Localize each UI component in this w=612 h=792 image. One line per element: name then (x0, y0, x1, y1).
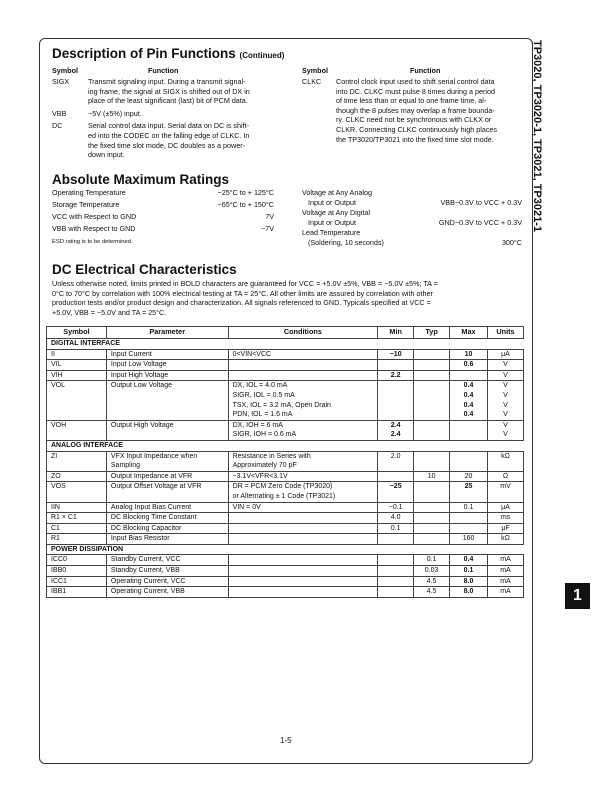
rating-value: −65°C to + 150°C (217, 200, 274, 209)
cell-symbol: VOS (47, 482, 107, 502)
cell-typ (414, 576, 450, 587)
cell-max (450, 482, 488, 502)
cell-max (450, 523, 488, 534)
cell-line: TSX, IOL = 3.2 mA, Open Drain (232, 401, 331, 409)
cell-line: 0.1 (463, 567, 474, 575)
cell-parameter (106, 482, 228, 502)
esd-note: ESD rating is to be determined. (52, 239, 133, 245)
rating-value: −25°C to + 125°C (217, 188, 274, 197)
cell-conditions (228, 370, 378, 381)
cell-line: Standby Current, VCC (110, 556, 181, 564)
rating-value: 7V (265, 212, 274, 221)
cell-line: DX, IOH = 6 mA (232, 421, 283, 429)
col-function-right: Function (410, 66, 441, 75)
cell-units (488, 381, 524, 420)
cell-line: 10 (464, 350, 473, 358)
rating-value: GND−0.3V to VCC + 0.3V (438, 218, 522, 227)
table-row (47, 534, 524, 545)
pin-description-line: the fixed time slot mode, DC doubles as a power- (88, 140, 246, 150)
cell-conditions (228, 587, 378, 598)
cell-parameter (106, 513, 228, 524)
table-body (47, 339, 524, 598)
col-symbol-right: Symbol (302, 66, 328, 75)
section-row (47, 440, 524, 451)
cell-units (488, 360, 524, 371)
rating-label: Input or Output (302, 218, 356, 227)
cell-line (382, 587, 409, 597)
section-tab: 1 (565, 583, 590, 609)
cell-typ (414, 381, 450, 420)
cell-line: 0.1 (390, 524, 401, 532)
pin-description-line: though the 8 pulses may overlap a frame bounda- (336, 105, 495, 115)
pin-description-line: into DC. CLKC must pulse 8 times during a period (336, 86, 495, 96)
cell-conditions (228, 482, 378, 502)
section-row (47, 339, 524, 350)
cell-parameter (106, 587, 228, 598)
cell-conditions (228, 360, 378, 371)
dc-heading: DC Electrical Characteristics (52, 262, 237, 277)
cell-line: 2.4 (390, 421, 401, 429)
cell-max (450, 420, 488, 440)
cell-min (378, 482, 414, 502)
rating-label: Input or Output (302, 198, 356, 207)
cell-line: μA (501, 503, 510, 511)
pin-description-line: Control clock input used to shift serial control data (336, 77, 495, 86)
section-title: POWER DISSIPATION (47, 544, 524, 555)
cell-parameter (106, 451, 228, 471)
cell-typ (414, 502, 450, 513)
cell-parameter (106, 534, 228, 545)
table-row (47, 349, 524, 360)
abs-max-heading: Absolute Maximum Ratings (52, 172, 230, 187)
cell-units (488, 349, 524, 360)
cell-min (378, 523, 414, 534)
cell-typ (414, 566, 450, 577)
cell-max (450, 513, 488, 524)
cell-line: −25 (389, 483, 402, 491)
cell-symbol: R1 (47, 534, 107, 545)
table-row (47, 576, 524, 587)
cell-units (488, 502, 524, 513)
cell-symbol: ICC1 (47, 576, 107, 587)
rating-value: VBB−0.3V to VCC + 0.3V (440, 198, 522, 207)
cell-line: kΩ (501, 535, 510, 543)
cell-line: 2.0 (390, 452, 401, 460)
column-header: Units (488, 327, 524, 339)
cell-line: 0<VIN<VCC (232, 350, 272, 358)
col-symbol-left: Symbol (52, 66, 78, 75)
cell-units (488, 451, 524, 471)
cell-line: Output Offset Voltage at VFR (110, 483, 202, 491)
pin-description-line: of time less than or equal to one frame time, al- (336, 96, 487, 106)
cell-conditions (228, 513, 378, 524)
cell-line: 10 (427, 472, 436, 480)
cell-parameter (106, 566, 228, 577)
cell-line: 0.4 (463, 556, 474, 564)
cell-conditions (228, 576, 378, 587)
cell-line: mA (500, 577, 511, 585)
cell-line: kΩ (501, 452, 510, 460)
cell-symbol: ZI (47, 451, 107, 471)
cell-units (488, 513, 524, 524)
col-function-left: Function (148, 66, 179, 75)
section-row (47, 544, 524, 555)
cell-line: or Alternating ± 1 Code (TP3021) (232, 492, 336, 500)
pin-symbol: SIGX (52, 77, 70, 86)
rating-label: VBB with Respect to GND (52, 224, 136, 233)
cell-max (450, 349, 488, 360)
cell-line: Analog Input Bias Current (110, 503, 192, 511)
cell-units (488, 534, 524, 545)
cell-line: Input High Voltage (110, 371, 169, 379)
cell-symbol: VOL (47, 381, 107, 420)
cell-symbol: ICC0 (47, 555, 107, 566)
cell-symbol: IBB0 (47, 566, 107, 577)
cell-line: 25 (464, 483, 473, 491)
table-row (47, 566, 524, 577)
table-row (47, 587, 524, 598)
pin-description-line: ed into the CODEC on the falling edge of CLKC. In (88, 131, 250, 140)
dc-characteristics-table (46, 326, 524, 598)
cell-typ (414, 370, 450, 381)
cell-conditions (228, 471, 378, 482)
cell-units (488, 370, 524, 381)
rating-value: −7V (261, 224, 274, 233)
cell-line: −10 (389, 350, 402, 358)
cell-line: 20 (464, 472, 473, 480)
cell-line: V (503, 431, 508, 439)
cell-parameter (106, 502, 228, 513)
cell-line: ms (500, 514, 511, 522)
cell-units (488, 420, 524, 440)
cell-line: Ω (502, 472, 509, 480)
cell-line (382, 555, 409, 565)
cell-parameter (106, 349, 228, 360)
cell-line: 4.5 (426, 577, 437, 585)
cell-units (488, 523, 524, 534)
section-title: DIGITAL INTERFACE (47, 339, 524, 350)
table-row (47, 370, 524, 381)
cell-symbol: C1 (47, 523, 107, 534)
cell-units (488, 555, 524, 566)
cell-parameter (106, 360, 228, 371)
cell-symbol: VIL (47, 360, 107, 371)
cell-conditions (228, 523, 378, 534)
cell-max (450, 381, 488, 420)
cell-conditions (228, 349, 378, 360)
cell-line: V (503, 421, 508, 429)
cell-units (488, 482, 524, 502)
cell-max (450, 555, 488, 566)
cell-line: 2.4 (390, 431, 401, 439)
pin-description-line: ry. CLKC need not be synchronous with CLKX or (336, 115, 492, 125)
pin-description-line: place of the least significant (last) bit of PCM data. (88, 96, 248, 106)
cell-typ (414, 471, 450, 482)
cell-line: 8.0 (463, 588, 474, 596)
cell-units (488, 576, 524, 587)
cell-line: PDN, IOL = 1.6 mA (232, 411, 293, 419)
cell-line: 0.03 (424, 567, 439, 575)
cell-conditions (228, 451, 378, 471)
cell-line: 160 (462, 535, 475, 543)
cell-parameter (106, 576, 228, 587)
cell-line: 0.4 (463, 411, 474, 419)
pin-description-line: Serial control data input. Serial data on DC is shift- (88, 121, 249, 131)
cell-line: V (503, 371, 508, 379)
cell-max (450, 451, 488, 471)
cell-conditions (228, 566, 378, 577)
cell-conditions (228, 420, 378, 440)
cell-min (378, 381, 414, 420)
cell-line: 0.1 (426, 556, 437, 564)
table-header-row (47, 327, 524, 339)
rating-label: VCC with Respect to GND (52, 212, 137, 221)
cell-conditions (228, 555, 378, 566)
cell-line: V (503, 382, 508, 390)
cell-line: SIGR, IOL = 0.5 mA (232, 391, 295, 399)
table-row (47, 420, 524, 440)
cell-typ (414, 534, 450, 545)
cell-min (378, 587, 414, 598)
cell-line (382, 381, 409, 391)
cell-min (378, 349, 414, 360)
cell-line: mA (500, 588, 511, 596)
cell-line: Output High Voltage (110, 421, 174, 429)
cell-line: DC Blocking Time Constant (110, 514, 197, 522)
cell-line: DC Blocking Capacitor (110, 524, 182, 532)
cell-line: 4.0 (390, 514, 401, 522)
cell-symbol: II (47, 349, 107, 360)
rating-label: Lead Temperature (302, 228, 361, 237)
cell-min (378, 360, 414, 371)
pin-symbol: CLKC (302, 77, 322, 86)
cell-line: V (503, 361, 508, 369)
table-row (47, 555, 524, 566)
table-row (47, 471, 524, 482)
cell-min (378, 502, 414, 513)
cell-line: Approximately 70 pF (232, 462, 297, 470)
cell-line: μA (501, 350, 510, 358)
rating-label: Voltage at Any Analog (302, 188, 372, 197)
cell-min (378, 534, 414, 545)
cell-min (378, 576, 414, 587)
cell-line: V (503, 401, 508, 409)
cell-line: 2.2 (390, 371, 401, 379)
column-header: Parameter (106, 327, 228, 339)
column-header: Min (378, 327, 414, 339)
pin-description-line: the TP3020/TP3021 into the fixed time slot mode. (336, 134, 494, 144)
cell-line: DX, IOL = 4.0 mA (232, 382, 288, 390)
cell-line: V (503, 411, 508, 419)
cell-typ (414, 523, 450, 534)
cell-min (378, 420, 414, 440)
cell-line: Output Impedance at VFR (110, 472, 193, 480)
rating-value: 300°C (501, 238, 522, 247)
cell-line: VFX Input Impedance when (110, 452, 198, 460)
cell-min (378, 471, 414, 482)
pin-description-line: −5V (±5%) input. (88, 108, 142, 118)
cell-units (488, 471, 524, 482)
cell-units (488, 587, 524, 598)
paragraph-line: Unless otherwise noted, limits printed in BOLD characters are guaranteed for VCC = +5.0V ±5%, VBB = −5.0V ±5%; TA = (52, 279, 438, 288)
cell-min (378, 451, 414, 471)
cell-line (382, 360, 409, 370)
pin-description-line: Transmit signaling input. During a transmit signal- (88, 77, 246, 86)
cell-symbol: IIN (47, 502, 107, 513)
side-title: TP3020, TP3020-1, TP3021, TP3021-1 (531, 40, 543, 233)
cell-max (450, 502, 488, 513)
cell-parameter (106, 523, 228, 534)
column-header: Max (450, 327, 488, 339)
cell-line: 0.4 (463, 391, 474, 399)
cell-line: 0.4 (463, 382, 474, 390)
cell-line: Operating Current, VBB (110, 588, 185, 596)
rating-label: Operating Temperature (52, 188, 126, 197)
cell-line: μF (501, 524, 510, 532)
table-row (47, 482, 524, 502)
cell-line: Output Low Voltage (110, 382, 172, 390)
cell-parameter (106, 471, 228, 482)
cell-line: 0.6 (463, 361, 474, 369)
pin-description-line: ing frame, the signal at SIGX is shifted out of DX in (88, 86, 250, 96)
cell-typ (414, 587, 450, 598)
cell-line: Input Current (110, 350, 152, 358)
column-header: Conditions (228, 327, 378, 339)
cell-max (450, 471, 488, 482)
cell-typ (414, 482, 450, 502)
paragraph-line: 0°C to 70°C by correlation with 100% electrical testing at TA = 25°C. All other limits are assured by correlation with other (52, 288, 433, 298)
cell-line: Input Bias Resistor (110, 535, 170, 543)
table-row (47, 523, 524, 534)
pin-description-line: CLKR. Connecting CLKC continuously high places (336, 125, 498, 134)
cell-typ (414, 513, 450, 524)
cell-line: 0.4 (463, 401, 474, 409)
cell-line: VIN = 0V (232, 503, 261, 511)
cell-symbol: VIH (47, 370, 107, 381)
cell-line (382, 472, 409, 482)
rating-label: Voltage at Any Digital (302, 208, 370, 217)
table-row (47, 502, 524, 513)
section-title: ANALOG INTERFACE (47, 440, 524, 451)
cell-line: Operating Current, VCC (110, 577, 186, 585)
cell-min (378, 513, 414, 524)
cell-line: 4.5 (426, 588, 437, 596)
cell-max (450, 576, 488, 587)
column-header: Symbol (47, 327, 107, 339)
cell-line: mV (500, 483, 511, 491)
rating-label: (Soldering, 10 seconds) (302, 238, 384, 247)
pin-functions-heading: Description of Pin Functions (Continued) (52, 46, 285, 61)
column-header: Typ (414, 327, 450, 339)
cell-typ (414, 349, 450, 360)
cell-typ (414, 420, 450, 440)
cell-line: −0.1 (388, 503, 403, 511)
table-row (47, 381, 524, 420)
rating-label: Storage Temperature (52, 200, 120, 209)
cell-line: Sampling (110, 462, 141, 470)
cell-max (450, 587, 488, 598)
table-row (47, 513, 524, 524)
pin-description-line: down input. (88, 150, 125, 160)
cell-min (378, 566, 414, 577)
cell-line (382, 534, 409, 544)
cell-line: mA (500, 567, 511, 575)
cell-symbol: ZO (47, 471, 107, 482)
cell-typ (414, 360, 450, 371)
cell-parameter (106, 381, 228, 420)
cell-symbol: R1 × C1 (47, 513, 107, 524)
cell-line: DR = PCM Zero Code (TP3020) (232, 483, 333, 491)
table-row (47, 360, 524, 371)
cell-line: mA (500, 556, 511, 564)
dc-conditions-paragraph (52, 279, 522, 317)
paragraph-line: +5.0V, VBB = −5.0V and TA = 25°C. (52, 307, 167, 317)
cell-max (450, 370, 488, 381)
cell-line (382, 577, 409, 587)
pin-symbol: DC (52, 121, 63, 131)
cell-conditions (228, 534, 378, 545)
cell-line: 0.1 (463, 503, 474, 511)
table-row (47, 451, 524, 471)
cell-conditions (228, 381, 378, 420)
cell-max (450, 534, 488, 545)
cell-units (488, 566, 524, 577)
cell-line: Resistance in Series with (232, 452, 311, 460)
cell-line: 8.0 (463, 577, 474, 585)
cell-parameter (106, 370, 228, 381)
cell-line: Standby Current, VBB (110, 567, 180, 575)
cell-parameter (106, 420, 228, 440)
cell-line: −3.1V<VFR<3.1V (232, 472, 288, 480)
cell-line (382, 566, 409, 576)
cell-conditions (228, 502, 378, 513)
cell-symbol: IBB1 (47, 587, 107, 598)
paragraph-line: production tests and/or product design and characterization. All signals referenced to GND. Typicals specified at VCC = (52, 298, 431, 308)
pin-symbol: VBB (52, 108, 67, 118)
cell-typ (414, 451, 450, 471)
cell-line: Input Low Voltage (110, 361, 167, 369)
cell-max (450, 360, 488, 371)
cell-line: V (503, 391, 508, 399)
cell-max (450, 566, 488, 577)
cell-parameter (106, 555, 228, 566)
cell-line: SIGR, IOH = 0.6 mA (232, 431, 297, 439)
cell-typ (414, 555, 450, 566)
page-number: 1-5 (280, 736, 292, 745)
cell-min (378, 555, 414, 566)
cell-min (378, 370, 414, 381)
cell-symbol: VOH (47, 420, 107, 440)
